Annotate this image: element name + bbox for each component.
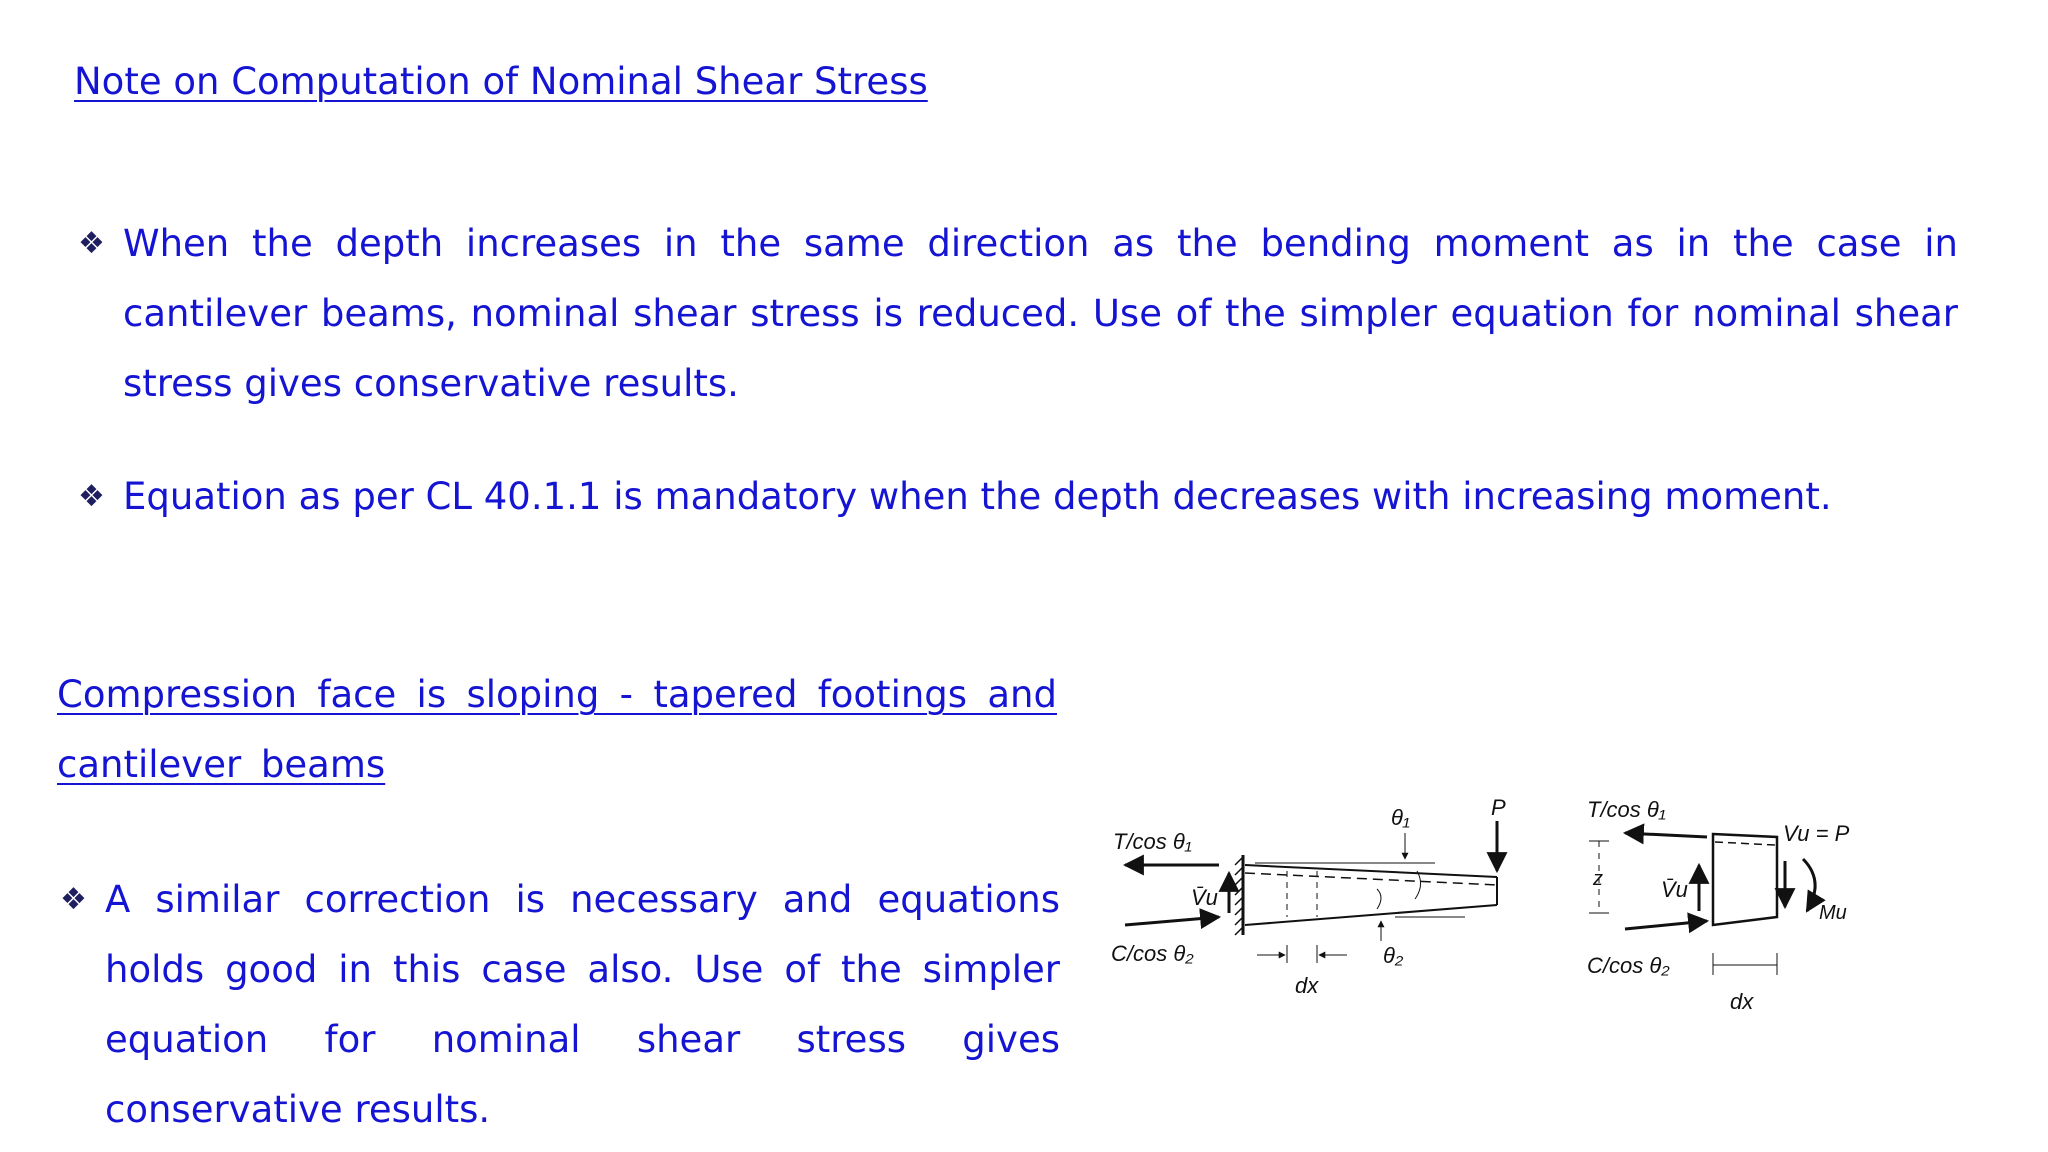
rb-tension-arrow: [1625, 833, 1707, 837]
compression-label: C/cos θ₂: [1111, 941, 1194, 966]
rb-compression-label: C/cos θ₂: [1587, 953, 1670, 978]
vu-eq-label: Vu = P: [1783, 821, 1850, 846]
load-label: P: [1491, 795, 1506, 820]
shear-label: V̄u: [1191, 885, 1218, 910]
compression-arrow: [1125, 917, 1219, 925]
beam-bottom-edge: [1245, 905, 1497, 925]
tension-label: T/cos θ₁: [1113, 829, 1192, 854]
rb-compression-arrow: [1625, 921, 1707, 929]
moment-arc: [1803, 859, 1815, 911]
free-body-diagram: [1587, 797, 1850, 1014]
bullet-text: Equation as per CL 40.1.1 is mandatory when the depth decreases with increasing moment.: [123, 475, 1832, 518]
cantilever-diagram: [1111, 795, 1506, 998]
rb-tension-label: T/cos θ₁: [1587, 797, 1666, 822]
element-outline: [1713, 834, 1777, 925]
bullet-depth-increases: [78, 209, 1958, 419]
tapered-beam-figure: [1095, 785, 1895, 1025]
theta2-label: θ₂: [1383, 943, 1404, 968]
bullet-diamond-icon: ❖: [60, 882, 87, 917]
bullet-mandatory-equation: [78, 462, 1958, 532]
theta1-label: θ₁: [1391, 805, 1410, 830]
bullet-diamond-icon: ❖: [78, 226, 105, 261]
rb-shear-label: V̄u: [1661, 877, 1688, 902]
bullet-text: When the depth increases in the same direction as the bending moment as in the case in cantilever beams, nominal shear stress is reduced. Use of the simpler equation for nominal shear stress gives conservative results.: [123, 222, 1958, 405]
bullet-diamond-icon: ❖: [78, 479, 105, 514]
bullet-text: A similar correction is necessary and equations holds good in this case also. Use of the simpler equation for nominal shear stress gives conservative results.: [105, 878, 1060, 1131]
theta2-arc: [1377, 889, 1381, 909]
page-title: Note on Computation of Nominal Shear Stress: [74, 60, 928, 103]
bullet-similar-correction: [60, 865, 1060, 1145]
moment-label: Mu: [1819, 902, 1847, 924]
dx-label: dx: [1295, 973, 1319, 998]
rb-dx-label: dx: [1730, 989, 1754, 1014]
z-label: z: [1593, 868, 1603, 890]
element-dashed: [1715, 842, 1775, 845]
theta1-arc: [1415, 871, 1421, 899]
section-heading: Compression face is sloping - tapered footings and cantilever beams: [57, 673, 1057, 786]
